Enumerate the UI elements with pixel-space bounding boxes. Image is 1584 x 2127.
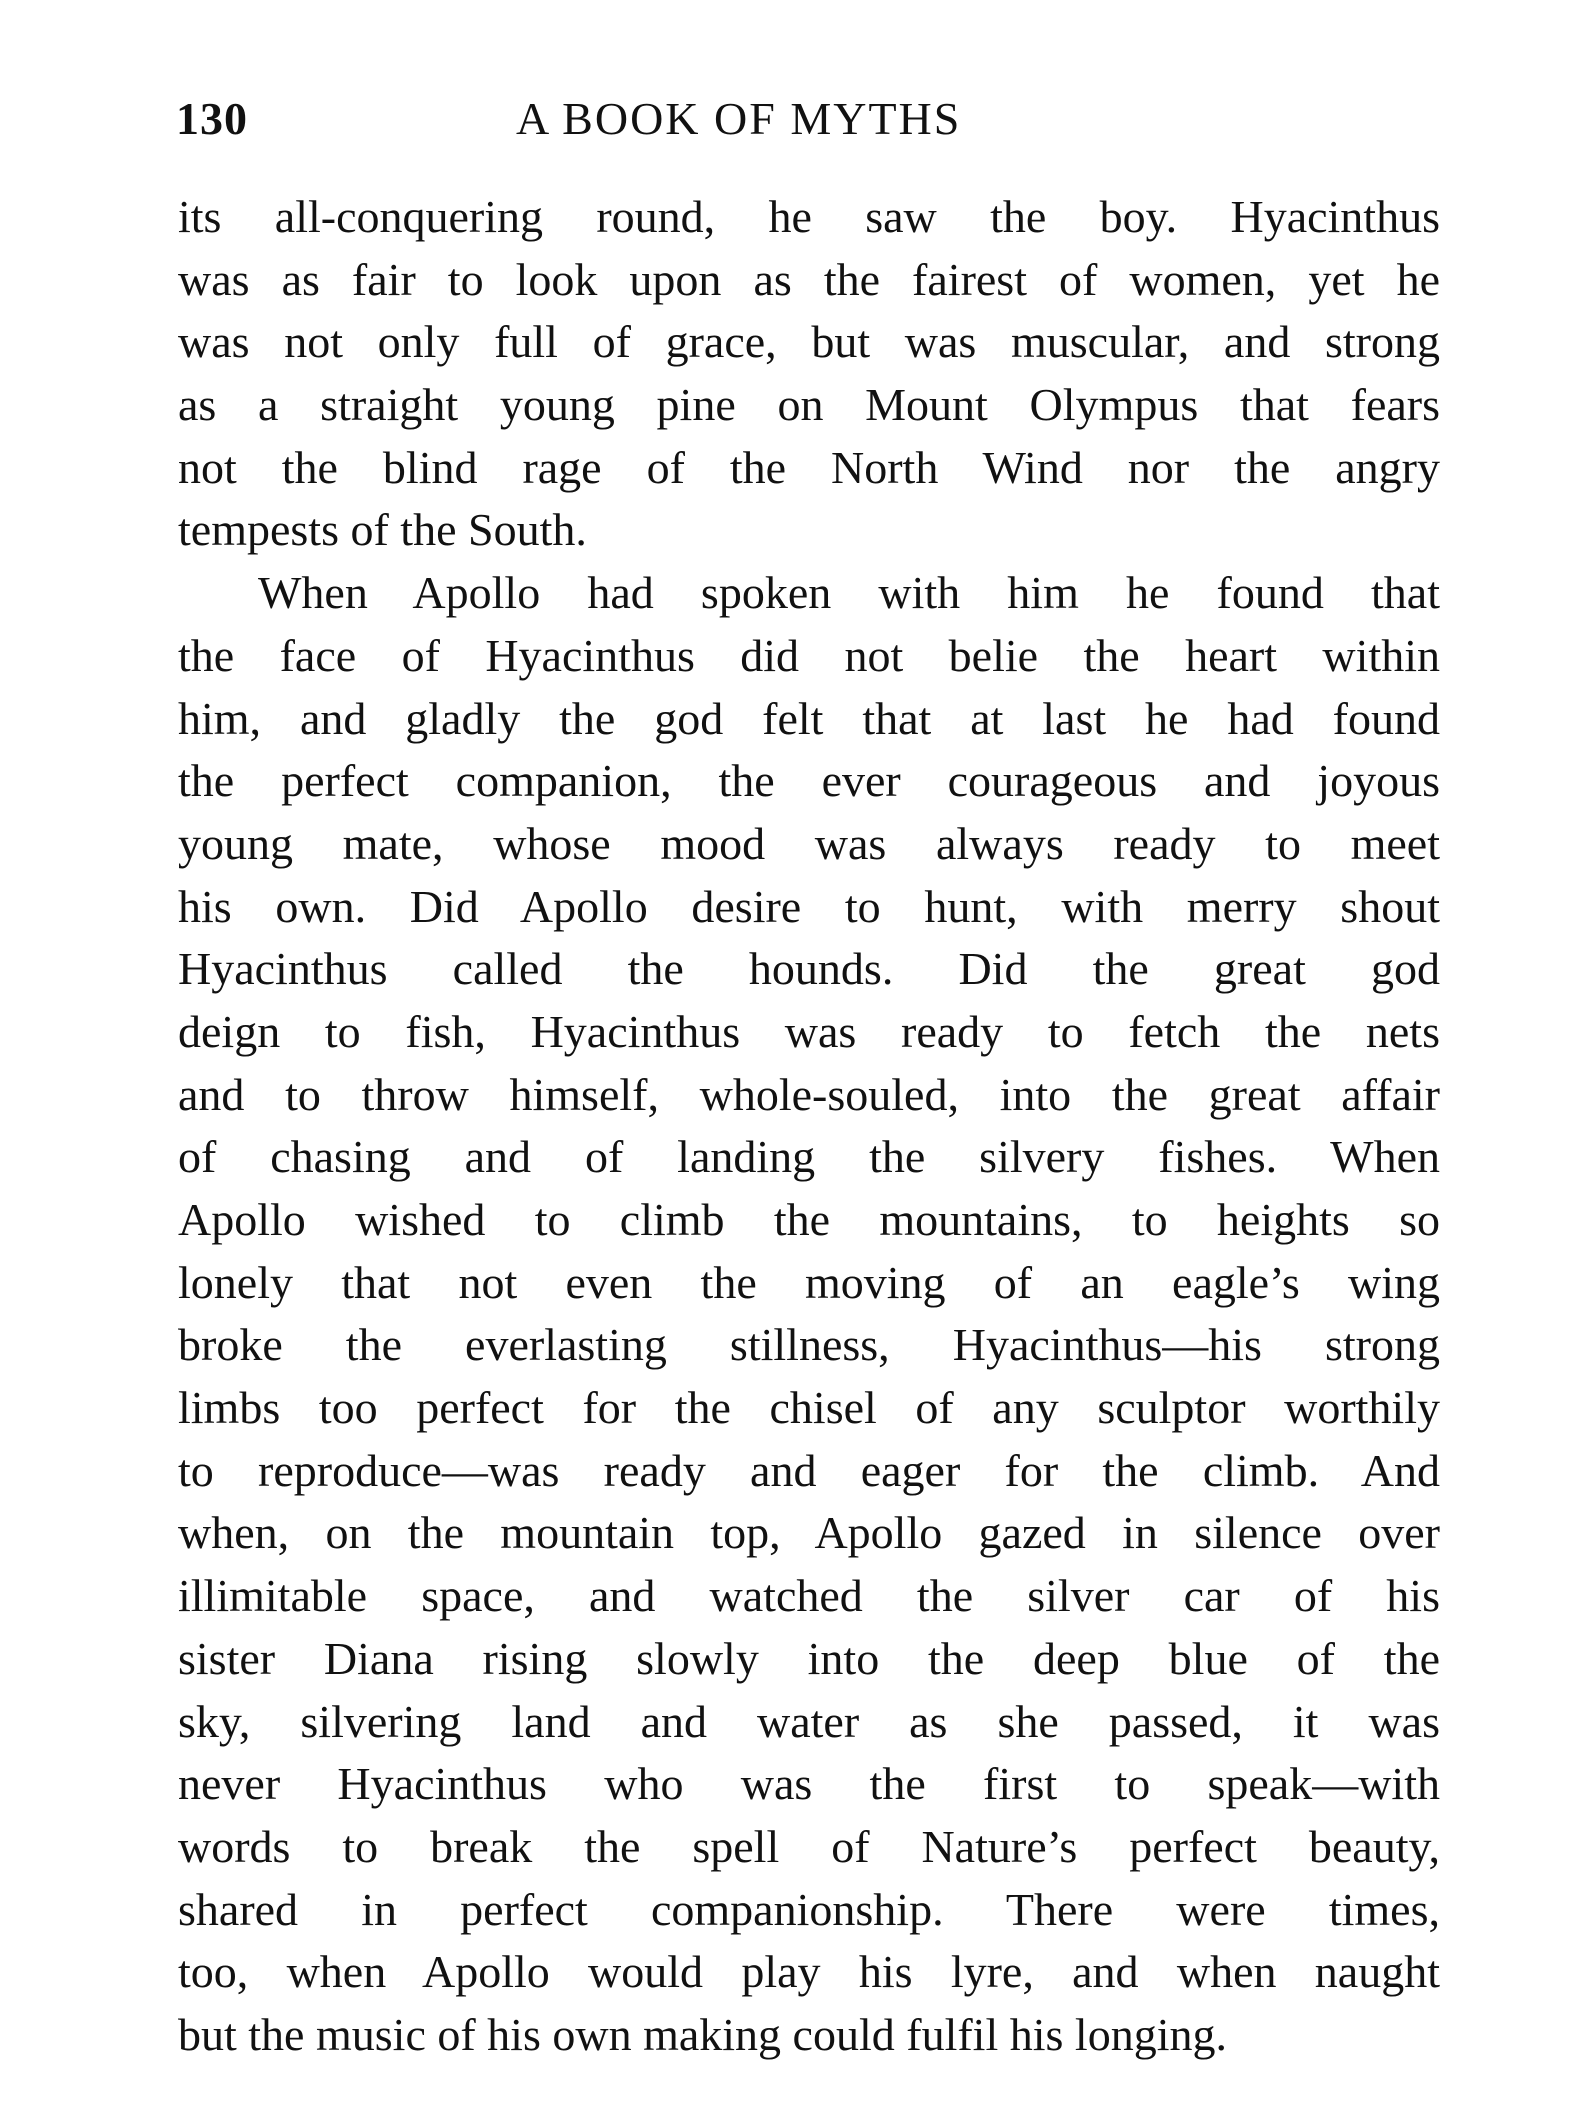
text-line: Apollo wished to climb the mountains, to heights so — [178, 1194, 1440, 1245]
text-line: the perfect companion, the ever courageous and joyous — [178, 755, 1440, 807]
text-line: sky, silvering land and water as she passed, it was — [178, 1695, 1440, 1747]
text-line: sister Diana rising slowly into the deep blue of the — [178, 1632, 1440, 1684]
text-line: and to throw himself, whole-souled, into the great affair — [178, 1068, 1440, 1120]
text-line: was as fair to look upon as the fairest of women, yet he — [178, 253, 1440, 305]
text-line: deign to fish, Hyacinthus was ready to fetch the nets — [178, 1005, 1440, 1057]
body-text — [178, 186, 1440, 2067]
text-line: his own. Did Apollo desire to hunt, with merry shout — [178, 880, 1440, 932]
text-line: as a straight young pine on Mount Olympus that fears — [178, 379, 1440, 431]
text-line: when, on the mountain top, Apollo gazed in silence over — [178, 1507, 1440, 1559]
book-title: A BOOK OF MYTHS — [516, 93, 962, 144]
text-line: too, when Apollo would play his lyre, and when naught — [178, 1946, 1440, 1998]
page-number: 130 — [176, 93, 248, 144]
text-line: but the music of his own making could fulfil his longing. — [178, 2008, 1227, 2060]
text-line: Hyacinthus called the hounds. Did the great god — [178, 943, 1440, 995]
text-line: not the blind rage of the North Wind nor the angry — [178, 441, 1440, 493]
text-line: illimitable space, and watched the silver car of his — [178, 1570, 1440, 1622]
text-line: When Apollo had spoken with him he found that — [258, 567, 1440, 619]
text-line: lonely that not even the moving of an eagle’s wing — [178, 1256, 1440, 1308]
running-head — [176, 92, 1440, 152]
text-line: him, and gladly the god felt that at last he had found — [178, 692, 1440, 744]
text-line: its all-conquering round, he saw the boy. Hyacinthus — [178, 191, 1440, 242]
text-line: never Hyacinthus who was the first to speak—with — [178, 1758, 1440, 1810]
text-line: words to break the spell of Nature’s perfect beauty, — [178, 1820, 1440, 1872]
text-line: to reproduce—was ready and eager for the climb. And — [178, 1444, 1440, 1496]
text-line: was not only full of grace, but was muscular, and strong — [178, 316, 1440, 368]
text-line: young mate, whose mood was always ready to meet — [178, 817, 1440, 869]
text-line: the face of Hyacinthus did not belie the heart within — [178, 629, 1440, 681]
text-line: broke the everlasting stillness, Hyacinthus—his strong — [178, 1319, 1440, 1371]
text-line: shared in perfect companionship. There were times, — [178, 1883, 1440, 1935]
text-line: tempests of the South. — [178, 504, 587, 556]
text-line: of chasing and of landing the silvery fishes. When — [178, 1131, 1440, 1183]
text-line: limbs too perfect for the chisel of any sculptor worthily — [178, 1382, 1440, 1434]
